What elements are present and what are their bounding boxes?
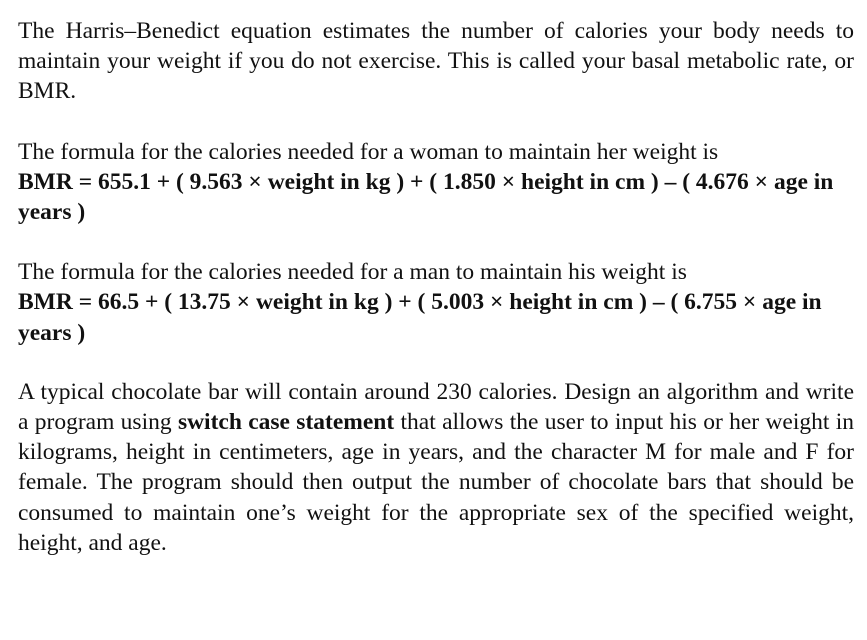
- woman-bmr-formula: BMR = 655.1 + ( 9.563 × weight in kg ) + ( 1.850 × height in cm ) – ( 4.676 × age in years ): [18, 168, 834, 226]
- man-bmr-formula: BMR = 66.5 + ( 13.75 × weight in kg ) + ( 5.003 × height in cm ) – ( 6.755 × age in years ): [18, 289, 822, 346]
- man-formula-intro: The formula for the calories needed for a man to maintain his weight is: [18, 259, 687, 286]
- intro-paragraph: The Harris–Benedict equation estimates the number of calories your body needs to maintain your weight if you do not exercise. This is called your basal metabolic rate, or BMR.: [18, 18, 854, 105]
- woman-formula-intro: The formula for the calories needed for a woman to maintain her weight is: [18, 138, 719, 165]
- task-paragraph: [18, 377, 854, 558]
- task-emphasis: switch case statement: [177, 409, 395, 436]
- document-page: [18, 16, 854, 558]
- task-text-end: that allows the user to input his or her weight in kilograms, height in centimeters, age in years, and the character M for male and F for female. The program should then output the number of chocolate bars that should be consumed to maintain one’s weight for the appropriate sex of the specified weight, height, and age.: [18, 409, 854, 556]
- task-text-start: A typical chocolate bar will contain around 230 calories. Design an algorithm and write a program using: [18, 378, 854, 436]
